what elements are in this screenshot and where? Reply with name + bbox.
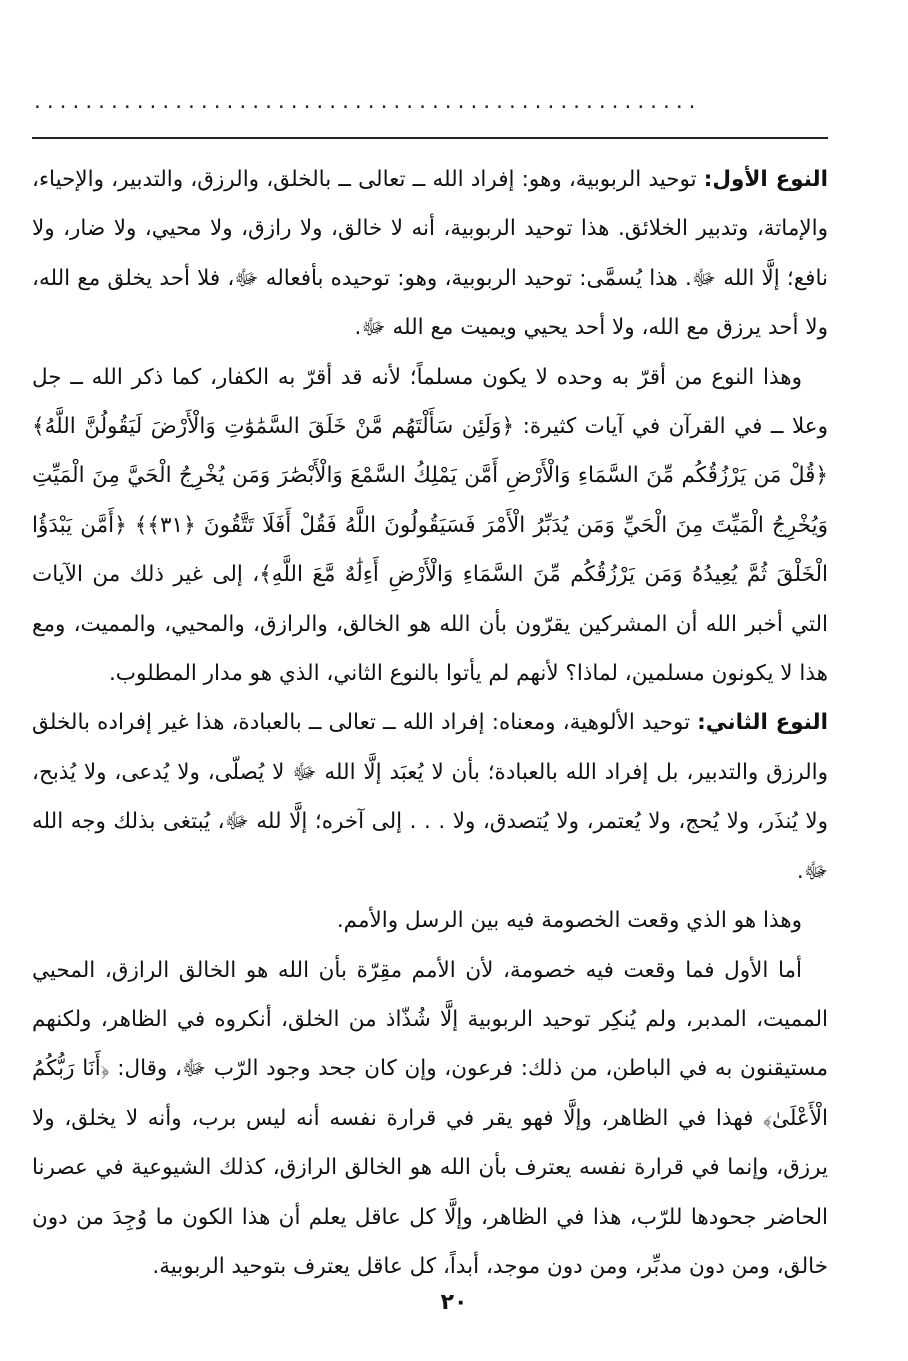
page-number: ٢٠: [440, 1290, 468, 1315]
paragraph-heading: النوع الثاني:: [697, 710, 828, 736]
paragraph-text: توحيد الألوهية، ومعناه: إفراد الله ــ تعالى ــ بالعبادة، هذا غير إفراده بالخلق والرزق والتدبير، بل إفراد الله بالعبادة؛ بأن لا يُعبَد إلَّا الله ﷻ لا يُصلّى، ولا يُدعى، ولا يُذبح، ولا يُنذَر، ولا يُحج، ولا يُعتمر، ولا يُتصدق، ولا . . . إلى آخره؛ إلَّا لله ﷻ، يُبتغى بذلك وجه الله ﷻ.: [32, 710, 828, 884]
header-dotted-line: ....................................................: [32, 93, 700, 113]
paragraph-text: وهذا هو الذي وقعت الخصومة فيه بين الرسل والأمم.: [336, 908, 802, 934]
paragraph-text: وهذا النوع من أقرّ به وحده لا يكون مسلماً؛ لأنه قد أقرّ به الكفار، كما ذكر الله ــ جل وعلا ــ في القرآن في آيات كثيرة: ﴿وَلَئِن سَأَلْتَهُم مَّنْ خَلَقَ السَّمَٰوَٰتِ وَالْأَرْضَ لَيَقُولُنَّ اللَّهُ﴾ ﴿قُلْ مَن يَرْزُقُكُم مِّنَ السَّمَاءِ وَالْأَرْضِ أَمَّن يَمْلِكُ السَّمْعَ وَالْأَبْصَٰرَ وَمَن يُخْرِجُ الْحَيَّ مِنَ الْمَيِّتِ وَيُخْرِجُ الْمَيِّتَ مِنَ الْحَيِّ وَمَن يُدَبِّرُ الْأَمْرَ فَسَيَقُولُونَ اللَّهُ فَقُلْ أَفَلَا تَتَّقُونَ ﴿٣١﴾﴾ ﴿أَمَّن يَبْدَؤُا الْخَلْقَ ثُمَّ يُعِيدُهُ وَمَن يَرْزُقُكُم مِّنَ السَّمَاءِ وَالْأَرْضِ أَءِلَٰهٌ مَّعَ اللَّهِ﴾، إلى غير ذلك من الآيات التي أخبر الله أن المشركين يقرّون بأن الله هو الخالق، والرازق، والمحيي، والمميت، ومع هذا لا يكونون مسلمين، لماذا؟ لأنهم لم يأتوا بالنوع الثاني، الذي هو مدار المطلوب.: [32, 364, 828, 687]
main-text: [32, 155, 828, 1291]
header-rule: [32, 137, 828, 139]
paragraph: [32, 353, 828, 699]
paragraph: [32, 896, 828, 945]
paragraph: [32, 155, 828, 353]
paragraph-text: أما الأول فما وقعت فيه خصومة، لأن الأمم مقِرّة بأن الله هو الخالق الرازق، المحيي المميت، المدبر، ولم يُنكِر توحيد الربوبية إلَّا شُذّاذ من الخلق، أنكروه في الظاهر، ولكنهم مستيقنون به في الباطن، من ذلك: فرعون، وإن كان جحد وجود الرّب ﷻ، وقال: ﴿أَنَا رَبُّكُمُ الْأَعْلَىٰ﴾ فهذا في الظاهر، وإلَّا فهو يقر في قرارة نفسه أنه ليس برب، وأنه لا يخلق، ولا يرزق، وإنما في قرارة نفسه يعترف بأن الله هو الخالق الرازق، كذلك الشيوعية في عصرنا الحاضر جحودها للرّب، هذا في الظاهر، وإلَّا كل عاقل يعلم أن هذا الكون ما وُجِدَ من دون خالق، ومن دون مدبِّر، ومن دون موجد، أبداً، كل عاقل يعترف بتوحيد الربوبية.: [32, 957, 828, 1279]
paragraph-heading: النوع الأول:: [703, 167, 828, 192]
paragraph-text: توحيد الربوبية، وهو: إفراد الله ــ تعالى ــ بالخلق، والرزق، والتدبير، والإحياء، والإماتة، وتدبير الخلائق. هذا توحيد الربوبية، أنه لا خالق، ولا رازق، ولا محيي، ولا ضار، ولا نافع؛ إلَّا الله ﷻ. هذا يُسمَّى: توحيد الربوبية، وهو: توحيده بأفعاله ﷻ، فلا أحد يخلق مع الله، ولا أحد يرزق مع الله، ولا أحد يحيي ويميت مع الله ﷻ.: [32, 167, 828, 341]
paragraph: [32, 946, 828, 1292]
paragraph: [32, 698, 828, 896]
